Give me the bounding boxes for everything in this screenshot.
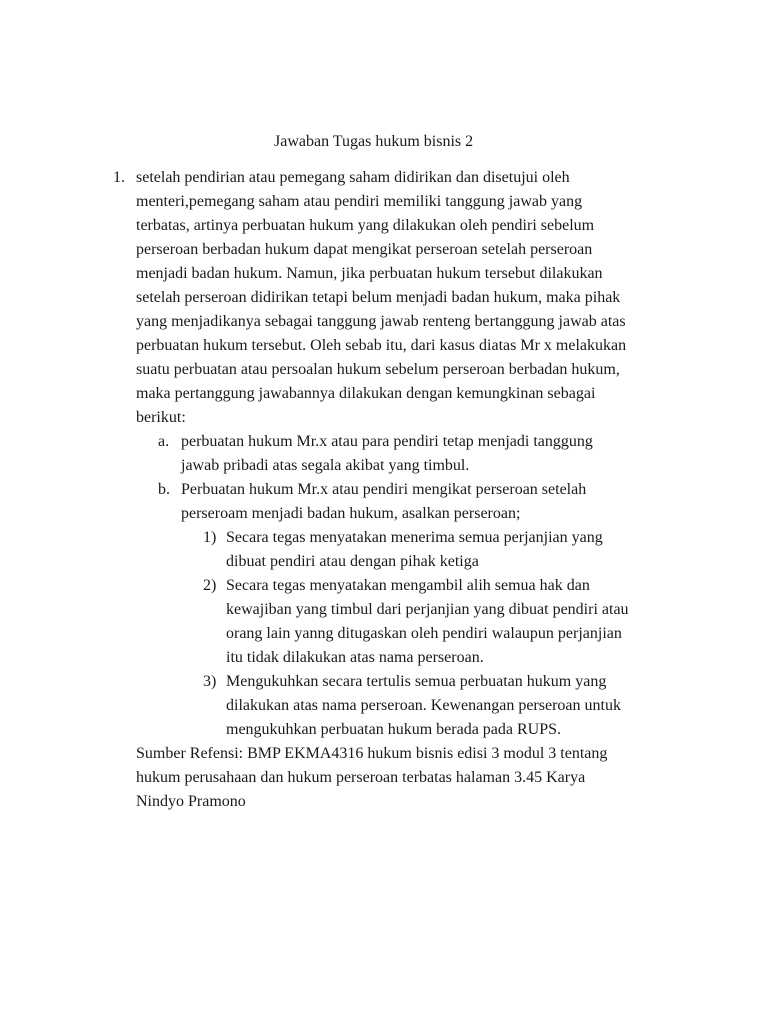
- sub-item-line: perbuatan hukum Mr.x atau para pendiri tetap menjadi tanggung: [181, 433, 593, 450]
- sub-item-line: Perbuatan hukum Mr.x atau pendiri mengikat perseroan setelah: [181, 481, 587, 498]
- point-marker: 3): [203, 673, 217, 690]
- source-reference: [136, 742, 681, 814]
- point-line: Mengukuhkan secara tertulis semua perbuatan hukum yang: [226, 673, 607, 690]
- source-line: hukum perusahaan dan hukum perseroan terbatas halaman 3.45 Karya: [136, 769, 586, 786]
- point-line: orang lain yanng ditugaskan oleh pendiri walaupun perjanjian: [226, 625, 622, 642]
- point-2: [136, 574, 681, 670]
- sub-item-marker: a.: [158, 433, 170, 450]
- sub-item-a: [136, 430, 681, 478]
- paragraph-line: perbuatan hukum tersebut. Oleh sebab itu, dari kasus diatas Mr x melakukan: [136, 337, 627, 354]
- main-paragraph: [136, 166, 681, 430]
- paragraph-line: perseroan berbadan hukum dapat mengikat perseroan setelah perseroan: [136, 241, 593, 258]
- paragraph-line: menjadi badan hukum. Namun, jika perbuatan hukum tersebut dilakukan: [136, 265, 603, 282]
- sub-item-line: jawab pribadi atas segala akibat yang timbul.: [181, 457, 470, 474]
- source-line: Sumber Refensi: BMP EKMA4316 hukum bisnis edisi 3 modul 3 tentang: [136, 745, 608, 762]
- source-line: Nindyo Pramono: [136, 793, 246, 810]
- point-line: mengukuhkan perbuatan hukum berada pada RUPS.: [226, 721, 562, 738]
- list-item-body: [136, 166, 681, 814]
- paragraph-line: setelah pendirian atau pemegang saham didirikan dan disetujui oleh: [136, 169, 570, 186]
- point-line: dibuat pendiri atau dengan pihak ketiga: [226, 553, 479, 570]
- paragraph-line: terbatas, artinya perbuatan hukum yang dilakukan oleh pendiri sebelum: [136, 217, 595, 234]
- paragraph-line: berikut:: [136, 409, 186, 426]
- sub-item-marker: b.: [158, 481, 170, 498]
- paragraph-line: maka pertanggung jawabannya dilakukan dengan kemungkinan sebagai: [136, 385, 596, 402]
- paragraph-line: menteri,pemegang saham atau pendiri memiliki tanggung jawab yang: [136, 193, 583, 210]
- point-line: Secara tegas menyatakan menerima semua perjanjian yang: [226, 529, 603, 546]
- point-3: [136, 670, 681, 742]
- document-title: Jawaban Tugas hukum bisnis 2: [274, 133, 474, 150]
- paragraph-line: setelah perseroan didirikan tetapi belum menjadi badan hukum, maka pihak: [136, 289, 621, 306]
- point-line: dilakukan atas nama perseroan. Kewenangan perseroan untuk: [226, 697, 621, 714]
- point-line: Secara tegas menyatakan mengambil alih semua hak dan: [226, 577, 590, 594]
- paragraph-line: suatu perbuatan atau persoalan hukum sebelum perseroan berbadan hukum,: [136, 361, 620, 378]
- point-line: itu tidak dilakukan atas nama perseroan.: [226, 649, 484, 666]
- paragraph-line: yang menjadikanya sebagai tanggung jawab renteng bertanggung jawab atas: [136, 313, 626, 330]
- list-number: 1.: [113, 169, 125, 186]
- point-line: kewajiban yang timbul dari perjanjian yang dibuat pendiri atau: [226, 601, 629, 618]
- point-marker: 2): [203, 577, 217, 594]
- point-1: [136, 526, 681, 574]
- point-marker: 1): [203, 529, 217, 546]
- sub-item-b: [136, 478, 681, 526]
- sub-item-line: perseroam menjadi badan hukum, asalkan perseroan;: [181, 505, 521, 522]
